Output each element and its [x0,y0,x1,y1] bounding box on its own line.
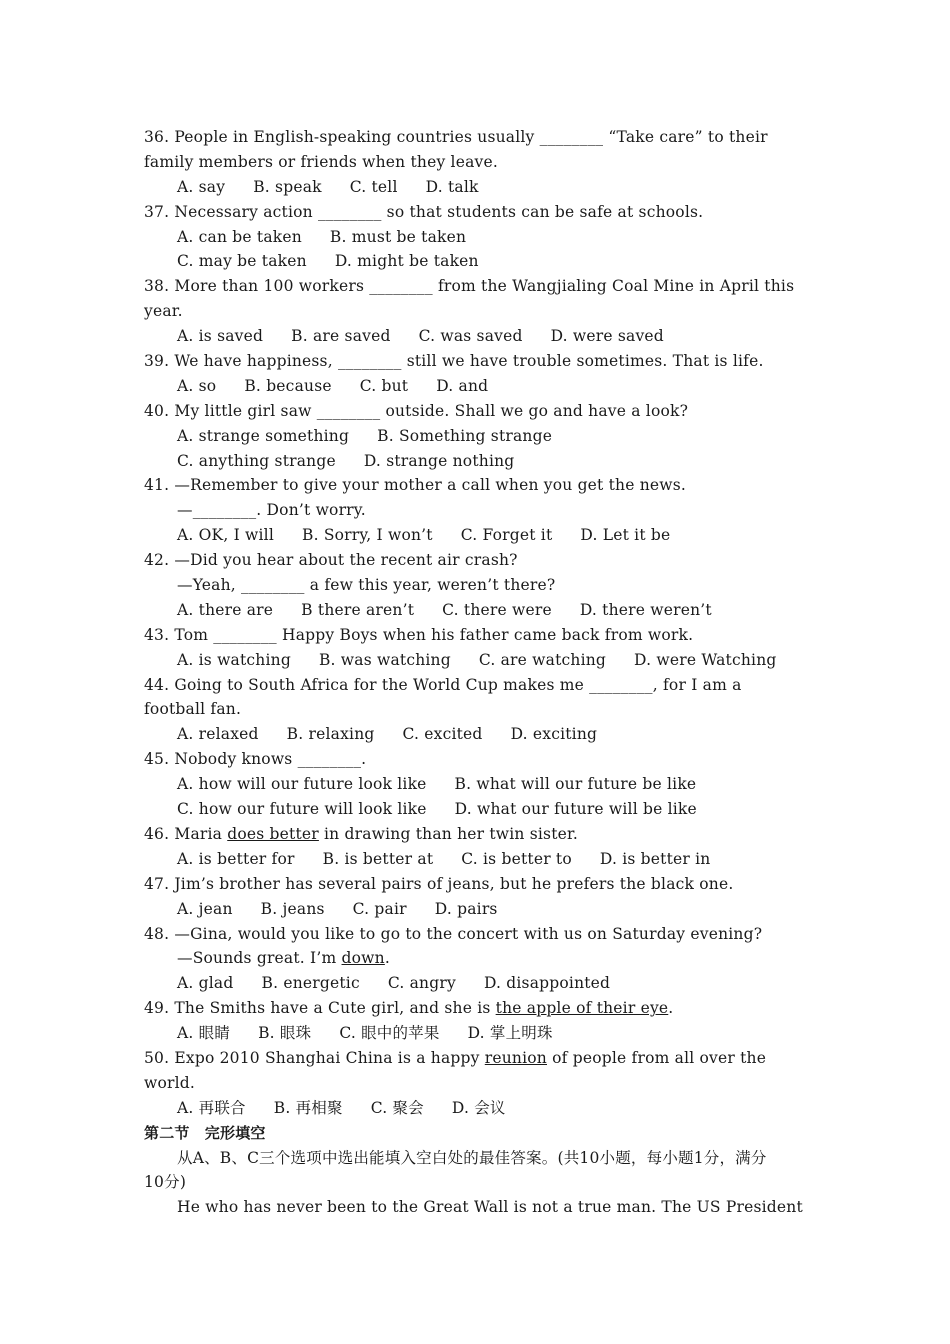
section-heading: 第二节 完形填空 [144,1123,266,1142]
option: D. is better in [599,849,711,868]
option: D. and [436,376,489,395]
stem-text: 46. Maria [144,824,228,843]
option: B. Something strange [377,426,553,445]
question-44-options [144,722,812,747]
question-49-options [144,1021,812,1046]
stem-text: in drawing than her twin sister. [318,824,579,843]
question-37-stem: 37. Necessary action ________ so that students can be safe at schools. [144,202,704,221]
question-48-stem: 48. —Gina, would you like to go to the concert with us on Saturday evening? [144,924,763,943]
section-instruction: 从A、B、C三个选项中选出能填入空白处的最佳答案。(共10小题，每小题1分，满分 [177,1148,767,1167]
option: C. may be taken [177,252,307,271]
option: B there aren’t [301,600,415,619]
option: A. is saved [177,327,264,346]
option: C. 聚会 [370,1098,424,1117]
question-40-options-row2 [144,449,812,474]
question-39-stem: 39. We have happiness, ________ still we have trouble sometimes. That is life. [144,352,764,371]
question-38-options [144,324,812,349]
option: C. there were [442,600,552,619]
option: C. anything strange [177,451,336,470]
question-40-stem: 40. My little girl saw ________ outside. Shall we go and have a look? [144,401,689,420]
option: B. is better at [322,849,434,868]
option: B. speak [253,177,322,196]
question-45-options-row2 [144,797,812,822]
option: B. relaxing [286,725,375,744]
option: C. pair [352,899,407,918]
option: D. were saved [550,327,664,346]
option: A. can be taken [177,227,302,246]
option: A. is better for [177,849,295,868]
option: D. exciting [510,725,598,744]
question-37-options-row2 [144,249,812,274]
question-41-options [144,523,812,548]
question-43-stem: 43. Tom ________ Happy Boys when his father came back from work. [144,625,694,644]
stem-text: 49. The Smiths have a Cute girl, and she is [144,999,496,1018]
stem-text: —Sounds great. I’m [177,949,342,968]
option: D. pairs [434,899,498,918]
option: B. was watching [318,650,451,669]
option: A. there are [177,600,274,619]
option: B. Sorry, I won’t [301,526,433,545]
question-45-options-row1 [144,772,812,797]
option: A. how will our future look like [177,775,427,794]
question-48-stem-cont [144,946,812,971]
stem-text: . [384,949,390,968]
option: D. 掌上明珠 [467,1024,553,1043]
option: D. 会议 [451,1098,506,1117]
option: B. 再相聚 [273,1098,343,1117]
question-46-options [144,847,812,872]
question-45-stem: 45. Nobody knows ________. [144,750,367,769]
option: B. must be taken [329,227,467,246]
underlined-word: down [341,949,385,968]
option: D. there weren’t [579,600,712,619]
stem-text: . [668,999,674,1018]
stem-text: of people from all over the [547,1048,767,1067]
option: B. jeans [260,899,325,918]
question-36-stem-cont: family members or friends when they leave. [144,152,498,171]
option: B. because [244,376,332,395]
option: D. Let it be [580,526,671,545]
question-43-options [144,648,812,673]
question-42-stem-cont: —Yeah, ________ a few this year, weren’t there? [177,576,556,595]
option: B. energetic [261,974,360,993]
option: C. how our future will look like [177,800,427,819]
question-50-stem-cont: world. [144,1073,196,1092]
option: D. might be taken [334,252,479,271]
question-49-stem [144,996,812,1021]
passage-first-line: He who has never been to the Great Wall is not a true man. The US President [177,1198,803,1217]
question-36-options [144,175,812,200]
option: A. OK, I will [177,526,274,545]
question-38-stem: 38. More than 100 workers ________ from the Wangjialing Coal Mine in April this [144,277,795,296]
underlined-phrase: does better [227,824,319,843]
question-42-stem: 42. —Did you hear about the recent air crash? [144,551,518,570]
question-44-stem-cont: football fan. [144,700,242,719]
option: C. excited [402,725,483,744]
exam-content [144,125,812,1220]
stem-text: 50. Expo 2010 Shanghai China is a happy [144,1048,485,1067]
option: A. say [177,177,226,196]
option: B. what will our future be like [454,775,697,794]
question-37-options-row1 [144,225,812,250]
option: A. 再联合 [177,1098,246,1117]
option: B. 眼珠 [258,1024,312,1043]
question-48-options [144,971,812,996]
option: B. are saved [291,327,391,346]
option: C. are watching [478,650,607,669]
question-38-stem-cont: year. [144,302,183,321]
option: D. what our future will be like [454,800,697,819]
option: A. relaxed [177,725,259,744]
option: C. was saved [418,327,523,346]
option: A. glad [177,974,234,993]
option: C. angry [387,974,456,993]
option: D. were Watching [634,650,777,669]
option: A. so [177,376,217,395]
underlined-word: reunion [484,1048,547,1067]
option: A. strange something [177,426,350,445]
question-40-options-row1 [144,424,812,449]
option: A. 眼睛 [177,1024,231,1043]
option: D. talk [425,177,479,196]
option: A. jean [177,899,233,918]
question-36-stem: 36. People in English-speaking countries usually ________ “Take care” to their [144,128,768,146]
question-41-stem-cont: —________. Don’t worry. [177,501,366,520]
option: C. is better to [461,849,572,868]
underlined-phrase: the apple of their eye [495,999,669,1018]
question-42-options [144,598,812,623]
question-47-options [144,897,812,922]
question-39-options [144,374,812,399]
question-50-stem [144,1046,812,1071]
question-46-stem [144,822,812,847]
question-44-stem: 44. Going to South Africa for the World Cup makes me ________, for I am a [144,675,742,694]
question-41-stem: 41. —Remember to give your mother a call when you get the news. [144,476,687,495]
option: C. tell [349,177,398,196]
option: C. 眼中的苹果 [339,1024,440,1043]
section-instruction-cont: 10分) [144,1173,187,1192]
option: D. disappointed [483,974,611,993]
option: D. strange nothing [363,451,515,470]
question-50-options [144,1096,812,1121]
question-47-stem: 47. Jim’s brother has several pairs of jeans, but he prefers the black one. [144,874,734,893]
option: A. is watching [177,650,291,669]
option: C. Forget it [460,526,553,545]
option: C. but [359,376,409,395]
